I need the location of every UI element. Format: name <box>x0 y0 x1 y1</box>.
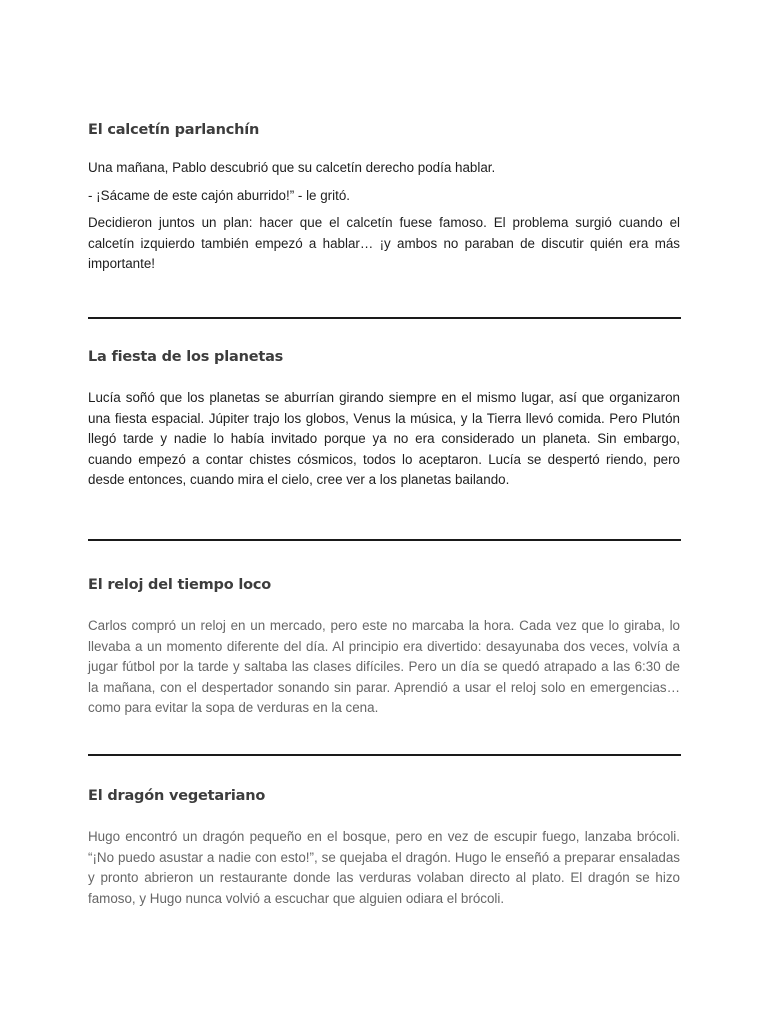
story-planetas <box>88 349 680 491</box>
story-dragon <box>88 788 680 909</box>
story-title: El dragón vegetariano <box>88 788 266 804</box>
story-paragraph: - ¡Sácame de este cajón aburrido!” - le gritó. <box>88 187 350 203</box>
section-divider <box>88 317 681 319</box>
story-title: La fiesta de los planetas <box>88 349 284 365</box>
story-paragraph: Carlos compró un reloj en un mercado, pero este no marcaba la hora. Cada vez que lo giraba, lo llevaba a un momento diferente del día. Al principio era divertido: desayunaba dos veces, volvía a jugar fútbol por la tarde y saltaba las clases difíciles. Pero un día se quedó atrapado a las 6:30 de la mañana, con el despertador sonando sin parar. Aprendió a usar el reloj solo en emergencias… como para evitar la sopa de verduras en la cena. <box>88 618 680 716</box>
story-paragraph: Decidieron juntos un plan: hacer que el calcetín fuese famoso. El problema surgió cuando el calcetín izquierdo también empezó a hablar… ¡y ambos no paraban de discutir quién era más importante! <box>88 215 680 272</box>
story-title: El calcetín parlanchín <box>88 122 260 138</box>
section-divider <box>88 754 681 756</box>
story-paragraph: Una mañana, Pablo descubrió que su calcetín derecho podía hablar. <box>88 160 496 175</box>
story-paragraph: Hugo encontró un dragón pequeño en el bosque, pero en vez de escupir fuego, lanzaba brócoli. “¡No puedo asustar a nadie con esto!”, se quejaba el dragón. Hugo le enseñó a preparar ensaladas y pronto abrieron un restaurante donde las verduras volaban directo al plato. El dragón se hizo famoso, y Hugo nunca volvió a escuchar que alguien odiara el brócoli. <box>88 829 680 906</box>
story-paragraph: Lucía soñó que los planetas se aburrían girando siempre en el mismo lugar, así que organizaron una fiesta espacial. Júpiter trajo los globos, Venus la música, y la Tierra llevó comida. Pero Plutón llegó tarde y nadie lo había invitado porque ya no era considerado un planeta. Sin embargo, cuando empezó a contar chistes cósmicos, todos lo aceptaron. Lucía se despertó riendo, pero desde entonces, cuando mira el cielo, cree ver a los planetas bailando. <box>88 390 680 488</box>
section-divider <box>88 539 681 541</box>
story-title: El reloj del tiempo loco <box>88 577 272 593</box>
story-reloj <box>88 577 680 719</box>
story-calcetin <box>88 122 680 275</box>
